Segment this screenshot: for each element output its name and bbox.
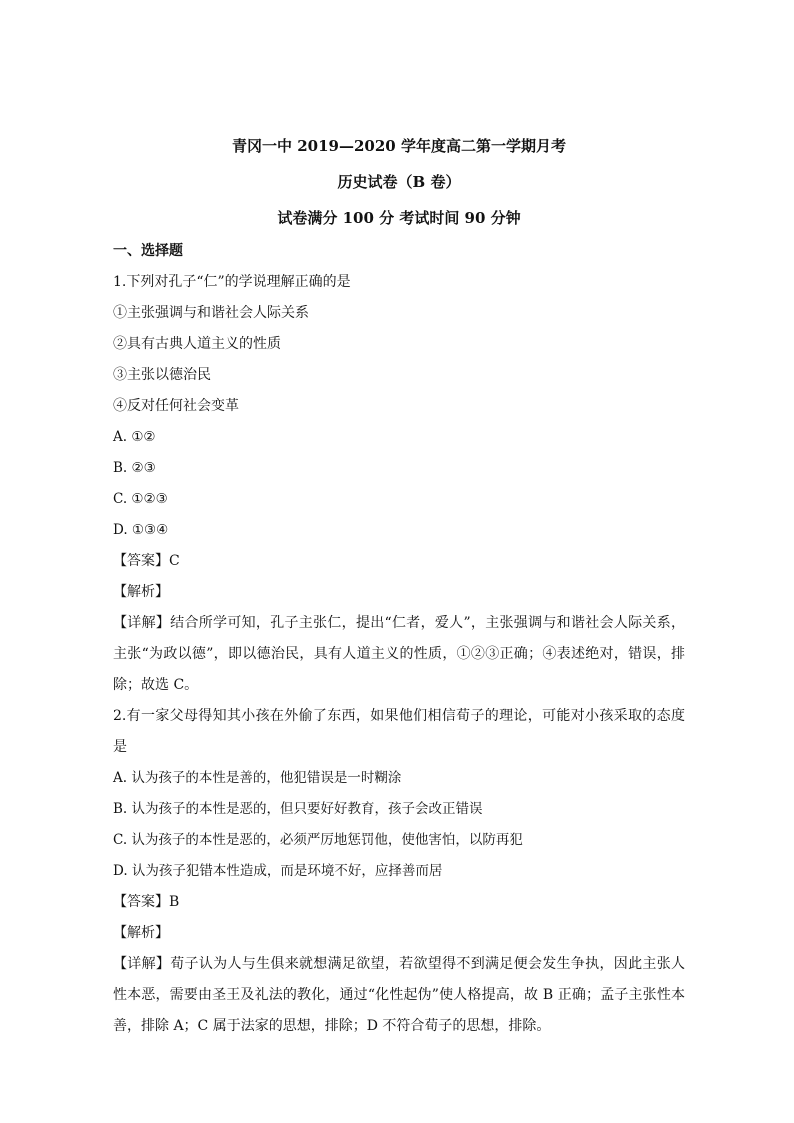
statement: ①主张强调与和谐社会人际关系 <box>113 305 309 321</box>
question-stem: 2.有一家父母得知其小孩在外偷了东西，如果他们相信荀子的理论，可能对小孩采取的态度是 <box>113 708 685 755</box>
option-a: A. ①② <box>113 429 156 445</box>
section-title: 一、选择题 <box>113 243 183 259</box>
answer: 【答案】B <box>113 894 180 910</box>
statement: ④反对任何社会变革 <box>113 398 239 414</box>
subject-title: 历史试卷（B 卷） <box>337 173 461 191</box>
document-page <box>113 128 685 1042</box>
question-stem: 1.下列对孔子“仁”的学说理解正确的是 <box>113 274 351 290</box>
analysis-detail: 【详解】荀子认为人与生俱来就想满足欲望，若欲望得不到满足便会发生争执，因此主张人性本恶，需要由圣王及礼法的教化，通过“化性起伪”使人格提高，故 B 正确；孟子主张性本善，排除 A；C 属于法家的思想，排除；D 不符合荀子的思想，排除。 <box>113 956 685 1034</box>
answer: 【答案】C <box>113 553 180 569</box>
option-a: A. 认为孩子的本性是善的，他犯错误是一时糊涂 <box>113 770 402 786</box>
statement: ②具有古典人道主义的性质 <box>113 336 281 352</box>
statement: ③主张以德治民 <box>113 367 211 383</box>
question-1 <box>113 267 685 701</box>
option-c: C. ①②③ <box>113 491 168 507</box>
exam-info: 试卷满分 100 分 考试时间 90 分钟 <box>277 209 521 227</box>
analysis-label: 【解析】 <box>113 584 169 600</box>
option-b: B. 认为孩子的本性是恶的，但只要好好教育，孩子会改正错误 <box>113 801 483 817</box>
question-2 <box>113 701 685 1042</box>
option-c: C. 认为孩子的本性是恶的，必须严厉地惩罚他，使他害怕，以防再犯 <box>113 832 523 848</box>
analysis-detail: 【详解】结合所学可知，孔子主张仁，提出“仁者，爱人”，主张强调与和谐社会人际关系，主张“为政以德”，即以德治民，具有人道主义的性质，①②③正确；④表述绝对，错误，排除；故选 C。 <box>113 615 685 693</box>
analysis-label: 【解析】 <box>113 925 169 941</box>
option-d: D. ①③④ <box>113 522 169 538</box>
option-b: B. ②③ <box>113 460 156 476</box>
option-d: D. 认为孩子犯错本性造成，而是环境不好，应择善而居 <box>113 863 443 879</box>
school-title: 青冈一中 2019—2020 学年度高二第一学期月考 <box>232 137 566 155</box>
